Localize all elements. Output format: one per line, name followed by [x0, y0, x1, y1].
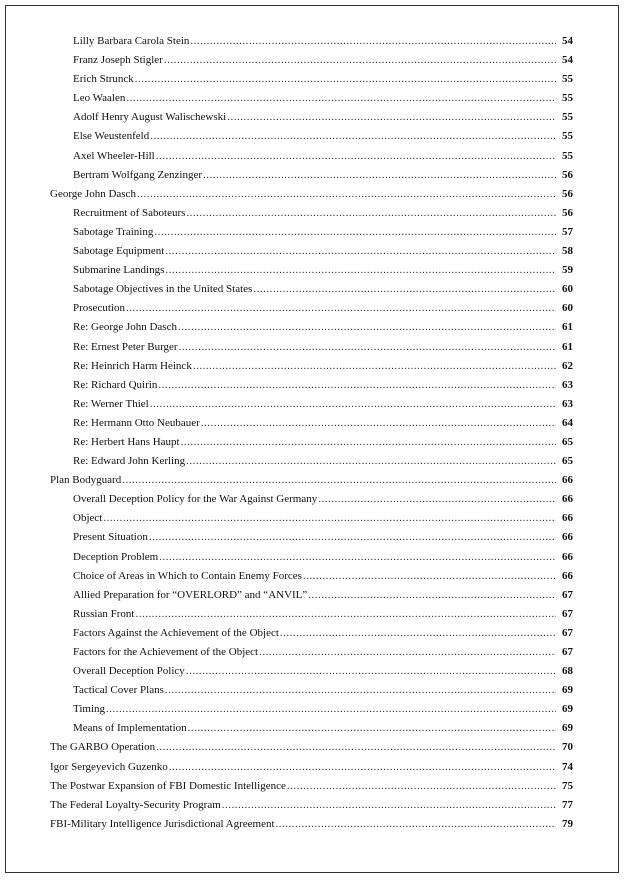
dot-leader [126, 89, 556, 108]
dot-leader [188, 719, 556, 738]
dot-leader [259, 643, 556, 662]
toc-entry[interactable] [6, 242, 620, 261]
toc-entry-page-number: 70 [562, 741, 573, 754]
toc-entry-title: George John Dasch [50, 187, 136, 200]
toc-entry-page-number: 56 [562, 187, 573, 200]
toc-entry-page-number: 66 [562, 493, 573, 506]
toc-entry-page-number: 67 [562, 607, 573, 620]
toc-entry[interactable] [6, 586, 620, 605]
toc-entry-title: Allied Preparation for “OVERLORD” and “ANVIL” [73, 588, 308, 601]
toc-entry[interactable] [6, 490, 620, 509]
toc-entry-page-number: 55 [562, 92, 573, 105]
toc-entry-page-number: 62 [562, 359, 573, 372]
toc-entry-title: The Federal Loyalty-Security Program [50, 798, 221, 811]
dot-leader [203, 166, 556, 185]
toc-entry-title: Overall Deception Policy [73, 665, 185, 678]
toc-entry-page-number: 57 [562, 225, 573, 238]
toc-entry-title: Re: Richard Quirin [73, 378, 158, 391]
toc-entry-title: Leo Waalen [73, 92, 126, 105]
toc-entry[interactable] [6, 32, 620, 51]
dot-leader [276, 815, 556, 834]
dot-leader [303, 567, 556, 586]
toc-entry-title: Else Weustenfeld [73, 130, 150, 143]
toc-entry-page-number: 55 [562, 73, 573, 86]
toc-entry-title: Sabotage Training [73, 225, 154, 238]
toc-entry-title: Erich Strunck [73, 73, 134, 86]
toc-entry-page-number: 66 [562, 569, 573, 582]
dot-leader [164, 51, 556, 70]
dot-leader [165, 261, 556, 280]
toc-entry[interactable] [6, 414, 620, 433]
toc-entry[interactable] [6, 299, 620, 318]
toc-entry[interactable] [6, 796, 620, 815]
dot-leader [156, 738, 556, 757]
toc-entry[interactable] [6, 357, 620, 376]
toc-entry-title: Re: Hermann Otto Neubauer [73, 416, 200, 429]
table-of-contents [6, 32, 620, 834]
toc-entry-title: The GARBO Operation [50, 741, 156, 754]
toc-entry-page-number: 79 [562, 817, 573, 830]
dot-leader [122, 471, 556, 490]
dot-leader [280, 624, 556, 643]
dot-leader [156, 147, 556, 166]
toc-entry[interactable] [6, 738, 620, 757]
toc-entry-title: Re: Edward John Kerling [73, 455, 186, 468]
toc-entry-title: Choice of Areas in Which to Contain Enemy Forces [73, 569, 302, 582]
toc-entry-page-number: 55 [562, 130, 573, 143]
toc-entry-title: Factors for the Achievement of the Object [73, 646, 259, 658]
toc-entry-title: Re: Heinrich Harm Heinck [73, 359, 192, 372]
toc-entry-page-number: 66 [562, 550, 573, 563]
toc-entry-page-number: 63 [562, 397, 573, 410]
toc-entry-title: Factors Against the Achievement of the Object [73, 626, 279, 639]
toc-entry-page-number: 74 [562, 760, 573, 773]
toc-entry-title: Re: Herbert Hans Haupt [73, 435, 180, 448]
toc-entry-page-number: 61 [562, 340, 573, 353]
toc-entry[interactable] [6, 261, 620, 280]
dot-leader [287, 777, 556, 796]
toc-entry-title: Overall Deception Policy for the War Against Germany [73, 493, 318, 506]
toc-entry-title: Recruitment of Saboteurs [73, 206, 186, 219]
toc-entry-page-number: 58 [562, 245, 573, 258]
toc-entry-title: Means of Implementation [73, 722, 187, 735]
toc-entry[interactable] [6, 147, 620, 166]
toc-entry[interactable] [6, 376, 620, 395]
toc-entry[interactable] [6, 108, 620, 127]
dot-leader [193, 357, 556, 376]
toc-entry-page-number: 67 [562, 588, 573, 601]
toc-entry-page-number: 61 [562, 321, 573, 334]
toc-entry[interactable] [6, 433, 620, 452]
toc-entry[interactable] [6, 777, 620, 796]
toc-entry-page-number: 65 [562, 435, 573, 448]
toc-entry-page-number: 67 [562, 646, 573, 658]
toc-entry-title: FBI-Military Intelligence Jurisdictional Agreement [50, 817, 275, 830]
document-page [5, 5, 619, 873]
toc-entry-page-number: 59 [562, 264, 573, 277]
toc-entry[interactable] [6, 548, 620, 567]
dot-leader [106, 700, 556, 719]
dot-leader [318, 490, 556, 509]
toc-entry-page-number: 77 [562, 798, 573, 811]
toc-entry[interactable] [6, 166, 620, 185]
toc-entry[interactable] [6, 452, 620, 471]
dot-leader [190, 32, 556, 51]
toc-entry[interactable] [6, 204, 620, 223]
toc-entry[interactable] [6, 395, 620, 414]
dot-leader [150, 395, 556, 414]
toc-entry[interactable] [6, 815, 620, 834]
dot-leader [149, 528, 556, 547]
toc-entry-page-number: 54 [562, 35, 573, 47]
dot-leader [253, 280, 556, 299]
toc-entry[interactable] [6, 471, 620, 490]
toc-entry[interactable] [6, 51, 620, 70]
toc-entry[interactable] [6, 127, 620, 146]
toc-entry-page-number: 56 [562, 168, 573, 181]
toc-entry[interactable] [6, 624, 620, 643]
toc-entry-page-number: 55 [562, 111, 573, 124]
toc-entry[interactable] [6, 528, 620, 547]
toc-entry-title: Deception Problem [73, 550, 159, 563]
toc-entry-title: Adolf Henry August Walischewski [73, 111, 227, 124]
toc-entry[interactable] [6, 719, 620, 738]
toc-entry[interactable] [6, 89, 620, 108]
toc-entry-title: Franz Joseph Stigler [73, 54, 163, 67]
toc-entry-title: Prosecution [73, 302, 125, 315]
dot-leader [179, 338, 556, 357]
toc-entry-page-number: 54 [562, 54, 573, 67]
toc-entry-title: Russian Front [73, 607, 135, 620]
toc-entry-title: Tactical Cover Plans [73, 684, 164, 697]
toc-entry-page-number: 66 [562, 512, 573, 525]
toc-entry[interactable] [6, 605, 620, 624]
toc-entry-page-number: 66 [562, 474, 573, 487]
toc-entry[interactable] [6, 509, 620, 528]
dot-leader [158, 376, 556, 395]
toc-entry-title: Plan Bodyguard [50, 474, 122, 487]
dot-leader [103, 509, 556, 528]
toc-entry-page-number: 75 [562, 779, 573, 792]
toc-entry-page-number: 60 [562, 302, 573, 315]
toc-entry[interactable] [6, 280, 620, 299]
toc-entry-title: Lilly Barbara Carola Stein [73, 35, 190, 47]
toc-entry-title: Submarine Landings [73, 264, 165, 277]
toc-entry[interactable] [6, 700, 620, 719]
toc-entry[interactable] [6, 185, 620, 204]
toc-entry-title: The Postwar Expansion of FBI Domestic Intelligence [50, 779, 286, 792]
dot-leader [222, 796, 556, 815]
toc-entry-page-number: 67 [562, 626, 573, 639]
dot-leader [186, 452, 556, 471]
dot-leader [178, 318, 556, 337]
toc-entry-page-number: 68 [562, 665, 573, 678]
toc-entry[interactable] [6, 223, 620, 242]
toc-entry-title: Sabotage Equipment [73, 245, 165, 258]
toc-entry-title: Sabotage Objectives in the United States [73, 283, 253, 296]
toc-entry-page-number: 56 [562, 206, 573, 219]
toc-entry[interactable] [6, 643, 620, 662]
toc-entry[interactable] [6, 681, 620, 700]
dot-leader [308, 586, 556, 605]
toc-entry-title: Bertram Wolfgang Zenzinger [73, 168, 203, 181]
dot-leader [181, 433, 556, 452]
toc-entry-page-number: 66 [562, 531, 573, 544]
toc-entry-page-number: 65 [562, 455, 573, 468]
dot-leader [150, 127, 556, 146]
toc-entry[interactable] [6, 758, 620, 777]
toc-entry-page-number: 55 [562, 149, 573, 162]
dot-leader [169, 758, 556, 777]
toc-entry[interactable] [6, 567, 620, 586]
toc-entry-title: Timing [73, 703, 106, 716]
toc-entry-title: Axel Wheeler-Hill [73, 149, 155, 162]
toc-entry[interactable] [6, 338, 620, 357]
toc-entry[interactable] [6, 662, 620, 681]
dot-leader [135, 605, 556, 624]
toc-entry-title: Re: Werner Thiel [73, 397, 149, 410]
dot-leader [201, 414, 556, 433]
toc-entry-page-number: 63 [562, 378, 573, 391]
toc-entry-page-number: 69 [562, 684, 573, 697]
toc-entry-title: Object [73, 512, 103, 525]
toc-entry-page-number: 69 [562, 703, 573, 716]
dot-leader [137, 185, 556, 204]
dot-leader [186, 204, 556, 223]
dot-leader [165, 681, 556, 700]
toc-entry-title: Re: Ernest Peter Burger [73, 340, 178, 353]
toc-entry-page-number: 69 [562, 722, 573, 735]
toc-entry-page-number: 60 [562, 283, 573, 296]
dot-leader [159, 548, 556, 567]
toc-entry-page-number: 64 [562, 416, 573, 429]
toc-entry-title: Present Situation [73, 531, 148, 544]
dot-leader [186, 662, 556, 681]
dot-leader [126, 299, 556, 318]
dot-leader [135, 70, 556, 89]
toc-entry[interactable] [6, 318, 620, 337]
dot-leader [227, 108, 556, 127]
toc-entry[interactable] [6, 70, 620, 89]
toc-entry-title: Re: George John Dasch [73, 321, 177, 334]
dot-leader [165, 242, 556, 261]
toc-entry-title: Igor Sergeyevich Guzenko [50, 760, 168, 773]
dot-leader [154, 223, 556, 242]
